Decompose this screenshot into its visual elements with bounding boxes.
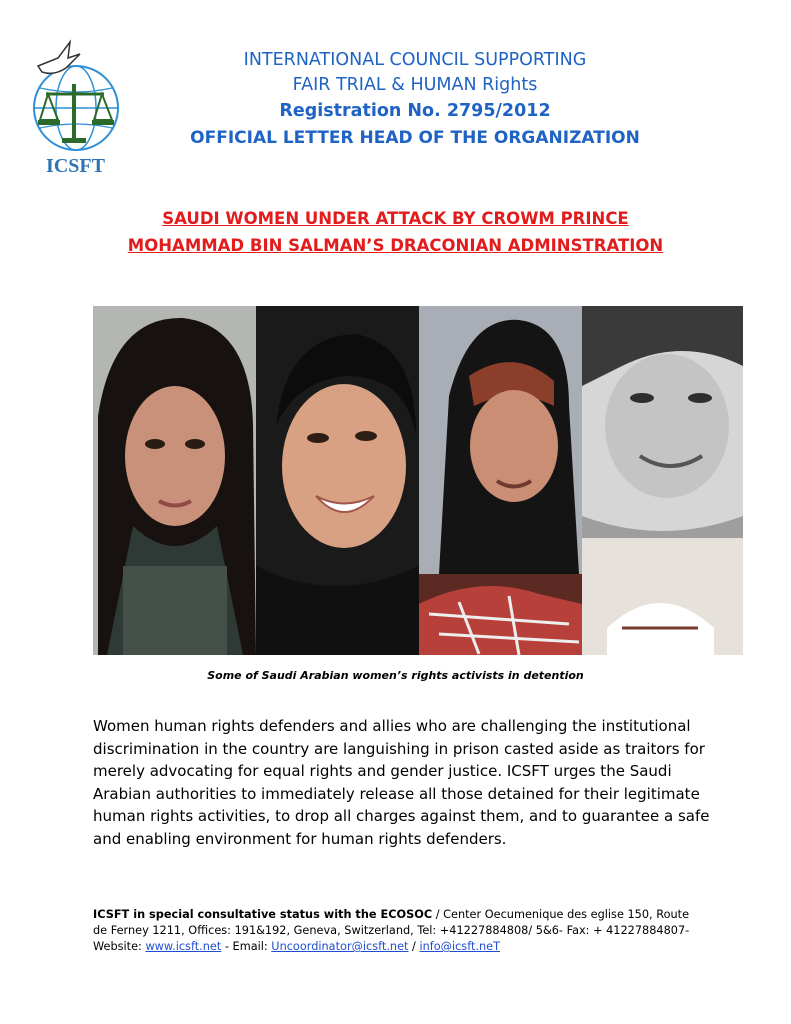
- activist-photo-5: [419, 574, 582, 655]
- email-link-info[interactable]: info@icsft.neT: [419, 940, 500, 953]
- title-line1: SAUDI WOMEN UNDER ATTACK BY CROWM PRINCE: [162, 209, 629, 228]
- organization-logo: [18, 36, 133, 181]
- photo-caption: Some of Saudi Arabian women’s rights activists in detention: [207, 669, 584, 682]
- footer-contact: [93, 907, 705, 955]
- document-title: [60, 205, 731, 259]
- activist-photo-4: [582, 306, 743, 538]
- activist-photo-6: [582, 538, 743, 655]
- activist-photo-3: [419, 306, 582, 574]
- email-separator: /: [408, 940, 420, 953]
- dove-scales-globe-icon: [18, 36, 133, 156]
- letterhead: [150, 48, 680, 152]
- body-paragraph: Women human rights defenders and allies who are challenging the institutional discrimination in the country are languishing in prison casted aside as traitors for merely advocating for equal rights and gender justice. ICSFT urges the Saudi Arabian authorities to immediately release all those detained for their legitimate human rights activities, to drop all charges against them, and to guarantee a safe and enabling environment for human rights defenders.: [93, 717, 710, 848]
- letterhead-label: OFFICIAL LETTER HEAD OF THE ORGANIZATION: [190, 128, 640, 148]
- email-link-coordinator[interactable]: Uncoordinator@icsft.net: [271, 940, 409, 953]
- consultative-status: ICSFT in special consultative status with the ECOSOC: [93, 908, 433, 921]
- org-name-line1: INTERNATIONAL COUNCIL SUPPORTING: [243, 50, 587, 70]
- title-line2: MOHAMMAD BIN SALMAN’S DRACONIAN ADMINSTRATION: [127, 236, 664, 255]
- activist-photo-1: [93, 306, 256, 655]
- email-label: - Email:: [221, 940, 272, 953]
- footer-address: / Center Oecumenique des eglise 150, Route de Ferney 1211, Offices: 191&192, Geneva, Switzerland, Tel: +41227884808/ 5&6- Fax: + 41227884807- Website:: [93, 908, 690, 953]
- org-name-line2: FAIR TRIAL & HUMAN Rights: [292, 75, 538, 95]
- activist-photo-2: [256, 306, 419, 655]
- registration-number: Registration No. 2795/2012: [279, 101, 551, 121]
- logo-text: ICSFT: [46, 155, 105, 177]
- activists-photo-collage: [93, 306, 743, 655]
- website-link[interactable]: www.icsft.net: [145, 940, 222, 953]
